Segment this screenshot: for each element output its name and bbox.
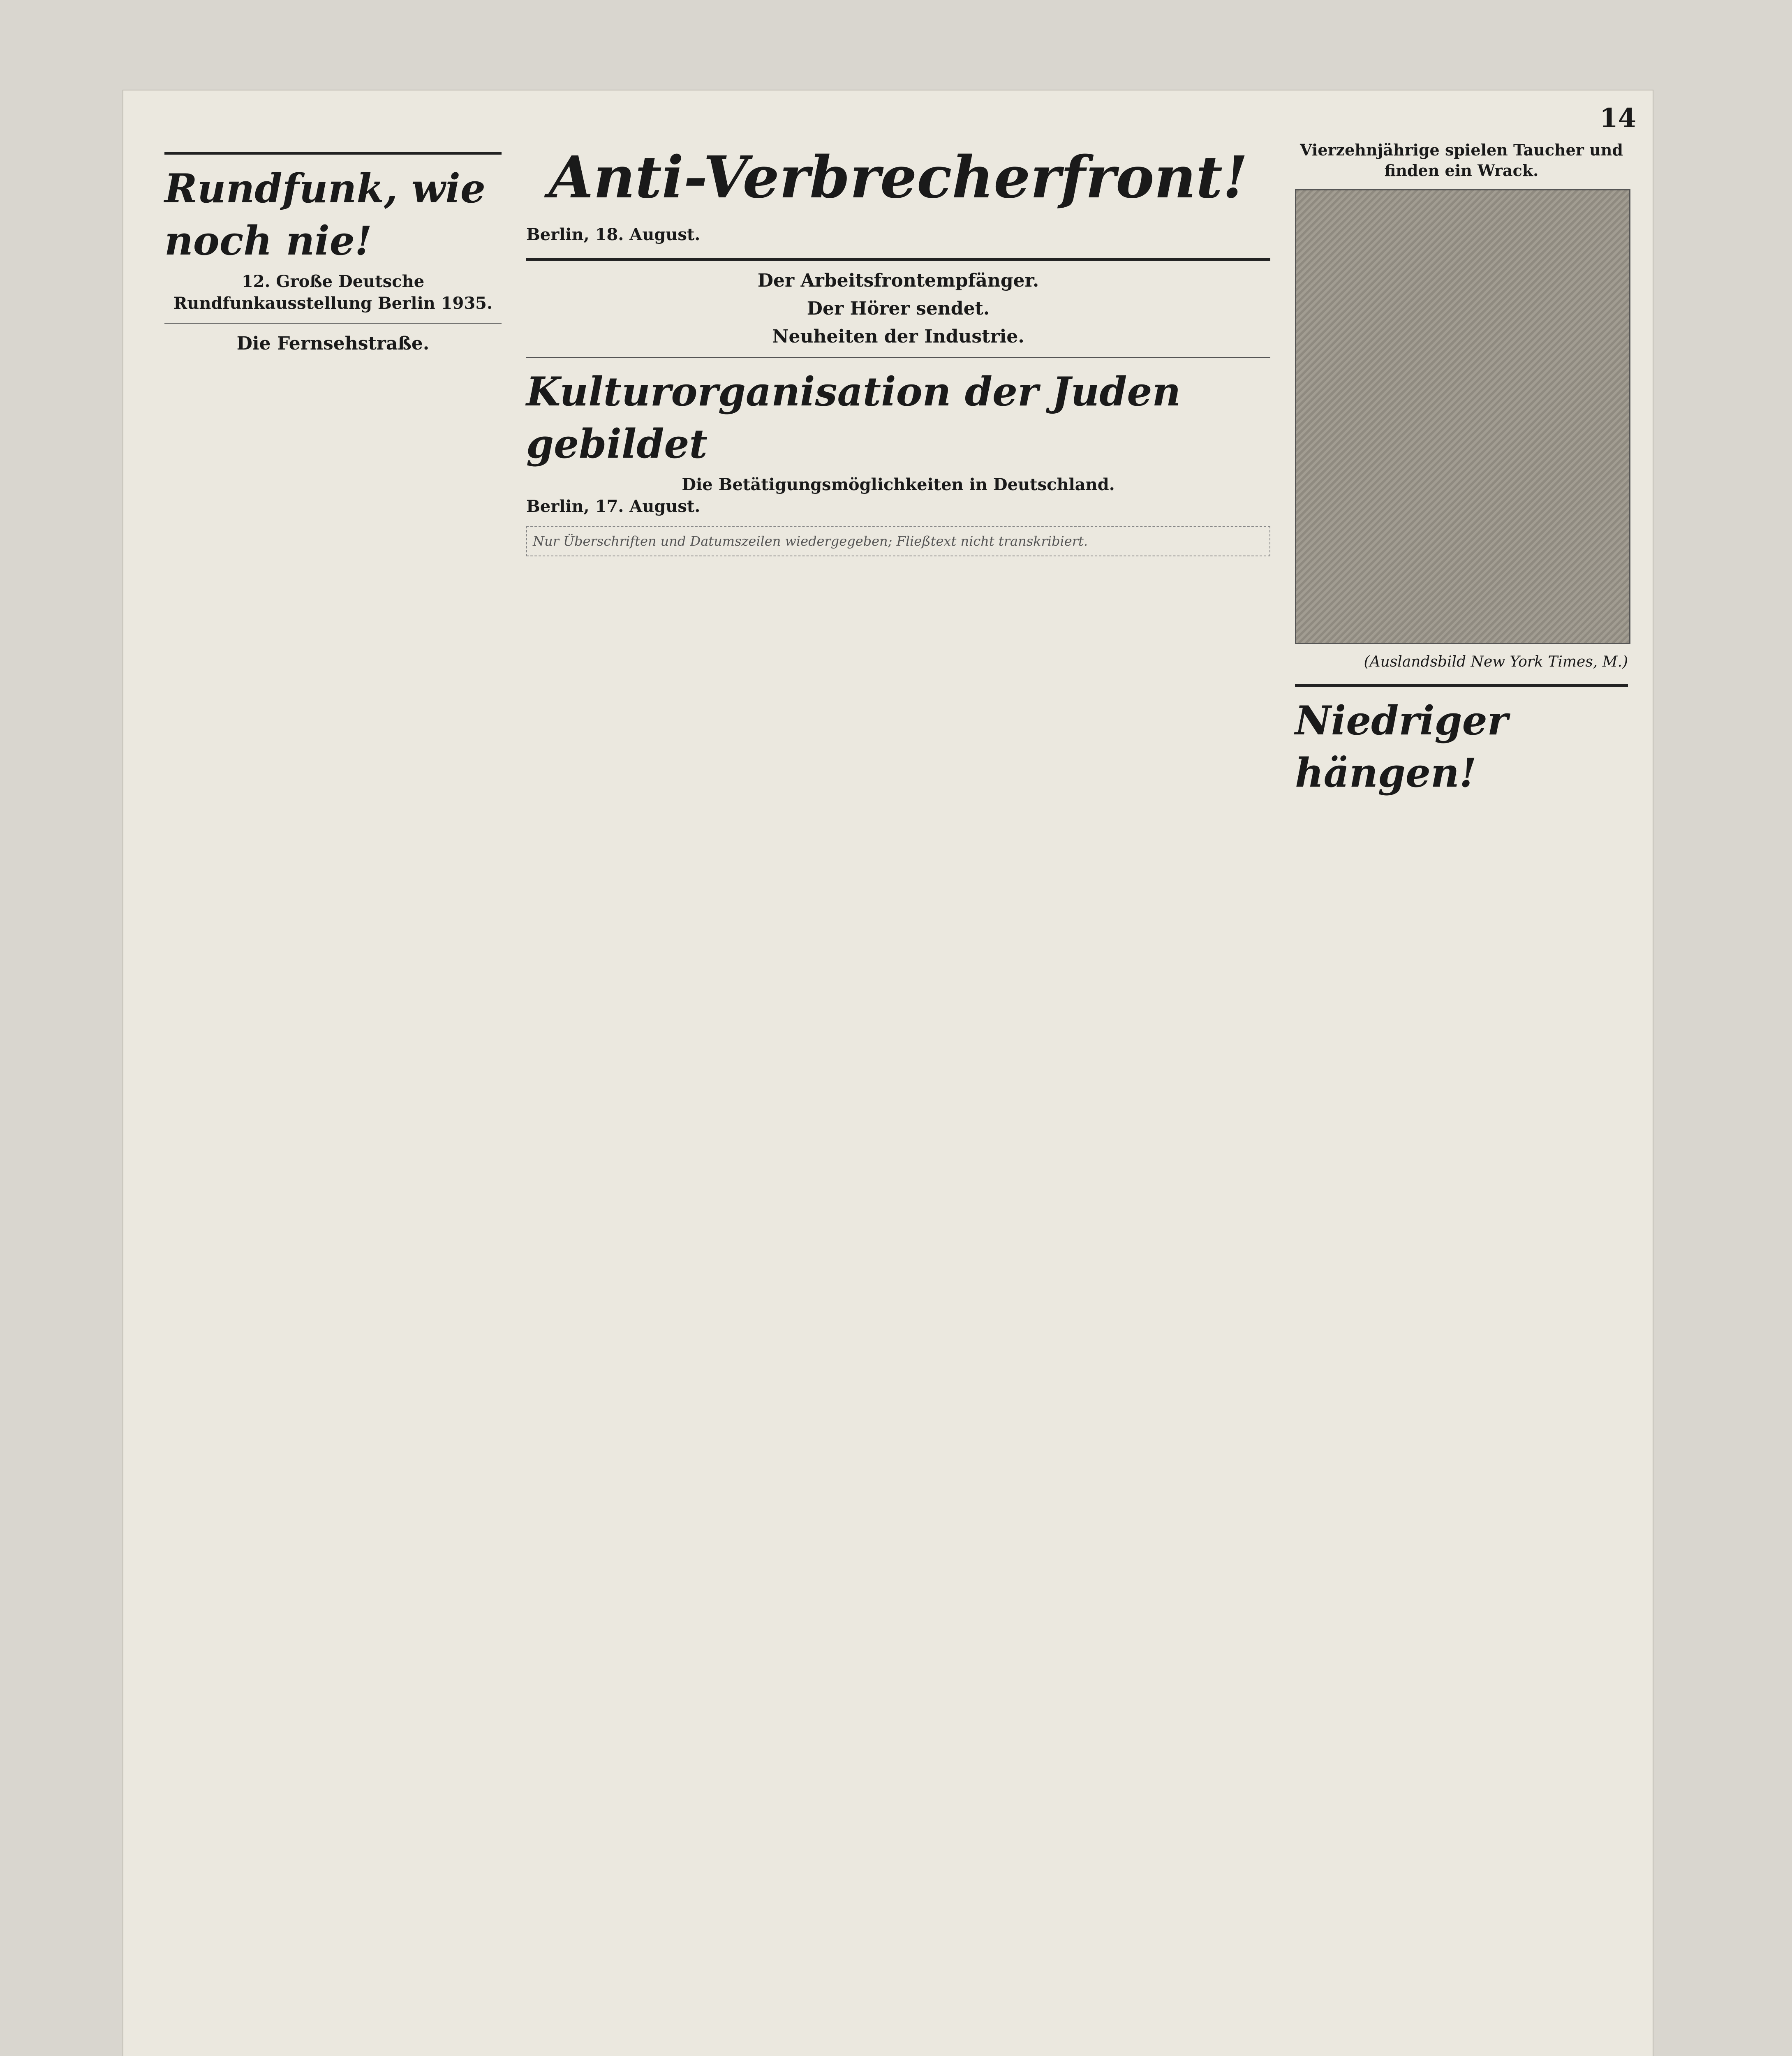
dateline-2: Berlin, 17. August.: [526, 497, 701, 516]
divider: [164, 152, 502, 155]
divider: [164, 323, 502, 324]
sample-note: Nur Überschriften und Datumszeilen wiedergegeben; Fließtext nicht transkribiert.: [526, 526, 1270, 556]
photo-caption: Vierzehnjährige spielen Taucher und finden ein Wrack.: [1300, 141, 1623, 180]
dateline: Berlin, 18. August.: [526, 225, 701, 244]
subhead-rundfunk: 12. Große Deutsche Rundfunkausstellung Berlin 1935.: [173, 272, 493, 313]
divider: [1295, 684, 1628, 687]
column-right: [1287, 140, 1636, 2056]
headline-kulturorganisation: Kulturorganisation der Juden gebildet: [526, 368, 1181, 467]
page-number: 14: [1599, 103, 1636, 134]
headline-rundfunk: Rundfunk, wie noch nie!: [164, 165, 486, 264]
newspaper-page: [123, 90, 1653, 2056]
photo-credit: (Auslandsbild New York Times, M.): [1364, 653, 1628, 671]
section-neuheiten: Neuheiten der Industrie.: [772, 326, 1024, 347]
divider: [526, 258, 1270, 261]
column-left: [156, 140, 510, 2056]
column-center: [518, 140, 1279, 2056]
section-hoerer-sendet: Der Hörer sendet.: [807, 298, 990, 319]
headline-niedriger-haengen: Niedriger hängen!: [1295, 697, 1508, 796]
divider: [526, 357, 1270, 358]
section-arbeitsfrontempfaenger: Der Arbeitsfrontempfänger.: [757, 270, 1039, 291]
photo-divers-wreck: [1295, 189, 1630, 644]
subhead-kulturorganisation: Die Betätigungsmöglichkeiten in Deutschland.: [682, 475, 1115, 495]
section-fernsehstrasse: Die Fernsehstraße.: [236, 333, 430, 354]
headline-anti-verbrecherfront: Anti-Verbrecherfront!: [548, 144, 1248, 211]
